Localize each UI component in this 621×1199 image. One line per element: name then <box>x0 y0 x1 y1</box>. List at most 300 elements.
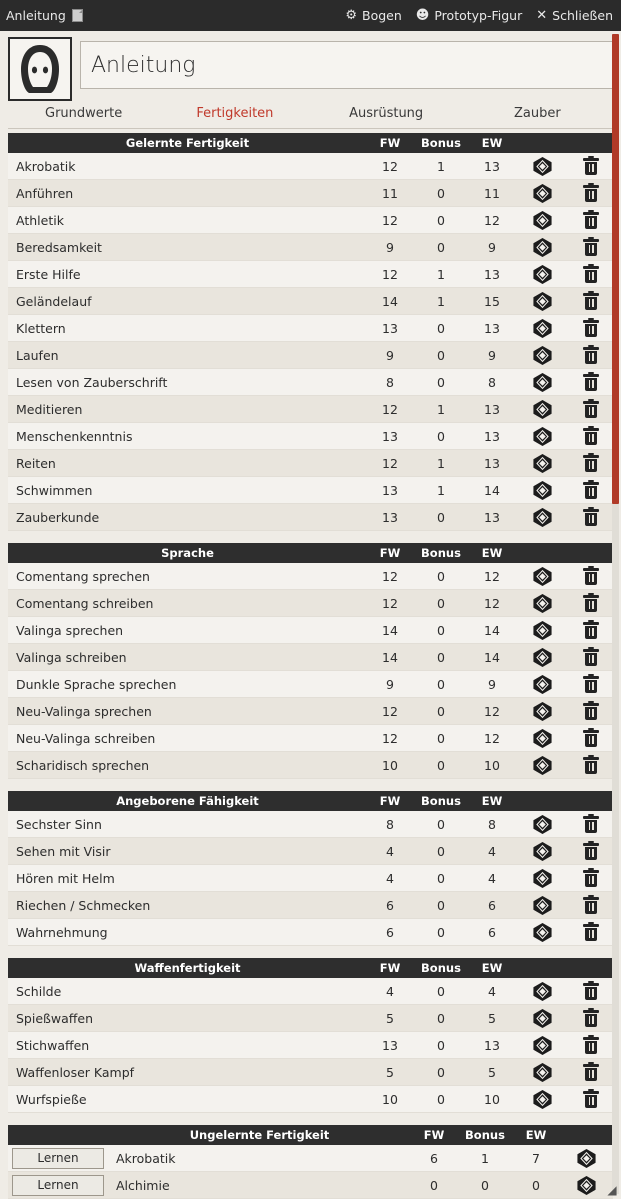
skill-fw: 12 <box>382 455 398 471</box>
delete-skill-button[interactable] <box>569 185 613 202</box>
skill-fw: 4 <box>386 870 394 886</box>
skill-name: Riechen / Schmecken <box>16 897 151 913</box>
tab-fertigkeiten[interactable]: Fertigkeiten <box>196 106 274 121</box>
table-row <box>8 752 613 779</box>
skill-bonus: 0 <box>437 239 445 255</box>
d20-dice-icon <box>532 453 553 474</box>
skill-ew: 9 <box>488 239 496 255</box>
skill-ew: 9 <box>488 347 496 363</box>
col-bonus: Bonus <box>421 136 461 150</box>
skill-name: Dunkle Sprache sprechen <box>16 676 177 692</box>
delete-skill-button[interactable] <box>569 320 613 337</box>
window-title: Anleitung <box>6 8 66 23</box>
character-header <box>8 37 613 101</box>
table-row <box>8 919 613 946</box>
delete-skill-button[interactable] <box>569 212 613 229</box>
table-row <box>8 369 613 396</box>
skill-fw: 9 <box>386 347 394 363</box>
delete-skill-button[interactable] <box>569 730 613 747</box>
trash-icon[interactable] <box>583 983 599 1000</box>
roll-dice-button[interactable] <box>515 453 569 474</box>
delete-skill-button[interactable] <box>569 266 613 283</box>
skill-table <box>8 958 613 1113</box>
skill-name: Valinga sprechen <box>16 622 124 638</box>
skill-name: Erste Hilfe <box>16 266 81 282</box>
skill-bonus: 1 <box>437 455 445 471</box>
skill-name: Laufen <box>16 347 59 363</box>
tab-grundwerte[interactable]: Grundwerte <box>45 106 123 121</box>
skill-fw: 12 <box>382 401 398 417</box>
trash-icon[interactable] <box>583 568 599 585</box>
table-row <box>8 288 613 315</box>
skill-ew: 14 <box>484 482 500 498</box>
d20-dice-icon <box>532 264 553 285</box>
skill-ew: 4 <box>488 983 496 999</box>
table-row <box>8 504 613 531</box>
trash-icon[interactable] <box>583 730 599 747</box>
table-row <box>8 477 613 504</box>
d20-dice-icon <box>532 1089 553 1110</box>
col-ew: EW <box>525 1128 547 1142</box>
roll-dice-button[interactable] <box>515 426 569 447</box>
skill-bonus: 0 <box>437 185 445 201</box>
section-header <box>8 791 613 811</box>
d20-dice-icon <box>532 480 553 501</box>
delete-skill-button[interactable] <box>569 293 613 310</box>
roll-dice-button[interactable] <box>515 291 569 312</box>
skill-ew: 14 <box>484 622 500 638</box>
skill-ew: 14 <box>484 649 500 665</box>
menu-item-bogen[interactable] <box>345 8 401 23</box>
trash-icon[interactable] <box>583 401 599 418</box>
skill-ew: 4 <box>488 870 496 886</box>
trash-icon[interactable] <box>583 1064 599 1081</box>
table-row <box>8 261 613 288</box>
trash-icon[interactable] <box>583 924 599 941</box>
roll-dice-button[interactable] <box>515 566 569 587</box>
skill-name: Alchimie <box>116 1177 170 1193</box>
roll-dice-button[interactable] <box>515 755 569 776</box>
d20-dice-icon <box>532 1062 553 1083</box>
skill-name: Wahrnehmung <box>16 924 108 940</box>
skill-bonus: 0 <box>437 1064 445 1080</box>
menu-item-bogen-label: Bogen <box>362 8 402 23</box>
col-fw: FW <box>379 794 401 808</box>
table-row <box>8 450 613 477</box>
table-row <box>8 1172 613 1199</box>
trash-icon[interactable] <box>583 509 599 526</box>
character-name-field[interactable]: Anleitung <box>80 41 613 89</box>
section-title: Waffenfertigkeit <box>134 961 241 975</box>
roll-dice-button[interactable] <box>515 156 569 177</box>
roll-dice-button[interactable] <box>515 620 569 641</box>
trash-icon[interactable] <box>583 870 599 887</box>
table-row <box>8 617 613 644</box>
skill-name: Akrobatik <box>116 1150 176 1166</box>
skill-bonus: 1 <box>437 482 445 498</box>
delete-skill-button[interactable] <box>569 843 613 860</box>
skill-name: Stichwaffen <box>16 1037 90 1053</box>
menu-item-schliessen[interactable] <box>536 8 613 23</box>
skill-tables <box>8 133 613 1199</box>
delete-skill-button[interactable] <box>569 374 613 391</box>
table-row <box>8 892 613 919</box>
trash-icon[interactable] <box>583 757 599 774</box>
roll-dice-button[interactable] <box>515 922 569 943</box>
roll-dice-button[interactable] <box>515 480 569 501</box>
delete-skill-button[interactable] <box>569 239 613 256</box>
skill-ew: 13 <box>484 320 500 336</box>
trash-icon[interactable] <box>583 1091 599 1108</box>
table-row <box>8 1005 613 1032</box>
delete-skill-button[interactable] <box>569 816 613 833</box>
skill-bonus: 0 <box>437 703 445 719</box>
roll-dice-button[interactable] <box>515 318 569 339</box>
table-row <box>8 153 613 180</box>
resize-grip[interactable]: ◢ <box>607 1183 617 1197</box>
skill-fw: 12 <box>382 595 398 611</box>
skill-fw: 10 <box>382 1091 398 1107</box>
skill-ew: 12 <box>484 568 500 584</box>
delete-skill-button[interactable] <box>569 568 613 585</box>
skill-bonus: 0 <box>437 374 445 390</box>
trash-icon[interactable] <box>583 595 599 612</box>
col-ew: EW <box>481 794 503 808</box>
skill-ew: 13 <box>484 1037 500 1053</box>
col-bonus: Bonus <box>421 546 461 560</box>
skill-ew: 13 <box>484 401 500 417</box>
vertical-scrollbar[interactable] <box>612 34 619 1194</box>
table-row <box>8 671 613 698</box>
roll-dice-button[interactable] <box>515 701 569 722</box>
skill-fw: 12 <box>382 703 398 719</box>
roll-dice-button[interactable] <box>559 1148 613 1169</box>
skill-bonus: 0 <box>481 1177 489 1193</box>
title-bar-left <box>6 8 83 23</box>
trash-icon[interactable] <box>583 455 599 472</box>
d20-dice-icon <box>532 210 553 231</box>
skill-ew: 0 <box>532 1177 540 1193</box>
d20-dice-icon <box>532 399 553 420</box>
table-row <box>8 315 613 342</box>
d20-dice-icon <box>532 156 553 177</box>
skill-bonus: 0 <box>437 843 445 859</box>
skill-name: Neu-Valinga schreiben <box>16 730 156 746</box>
roll-dice-button[interactable] <box>515 183 569 204</box>
trash-icon[interactable] <box>583 622 599 639</box>
skill-bonus: 0 <box>437 983 445 999</box>
delete-skill-button[interactable] <box>569 595 613 612</box>
skill-ew: 15 <box>484 293 500 309</box>
skill-ew: 5 <box>488 1064 496 1080</box>
skill-fw: 13 <box>382 320 398 336</box>
skill-name: Sechster Sinn <box>16 816 102 832</box>
skill-name: Hören mit Helm <box>16 870 115 886</box>
skill-ew: 8 <box>488 374 496 390</box>
skill-table <box>8 1125 613 1199</box>
d20-dice-icon <box>532 183 553 204</box>
skill-fw: 11 <box>382 185 398 201</box>
skill-fw: 13 <box>382 482 398 498</box>
learn-button[interactable]: Lernen <box>12 1148 104 1169</box>
avatar[interactable] <box>8 37 72 101</box>
section-title: Ungelernte Fertigkeit <box>189 1128 330 1142</box>
trash-icon[interactable] <box>583 320 599 337</box>
skill-ew: 13 <box>484 428 500 444</box>
skill-bonus: 0 <box>437 1091 445 1107</box>
skill-fw: 4 <box>386 843 394 859</box>
skill-bonus: 0 <box>437 1010 445 1026</box>
table-row <box>8 590 613 617</box>
skill-name: Menschenkenntnis <box>16 428 133 444</box>
skill-name: Anführen <box>16 185 74 201</box>
roll-dice-button[interactable] <box>515 264 569 285</box>
trash-icon[interactable] <box>583 239 599 256</box>
table-row <box>8 1145 613 1172</box>
roll-dice-button[interactable] <box>515 507 569 528</box>
d20-dice-icon <box>532 701 553 722</box>
trash-icon[interactable] <box>583 266 599 283</box>
skill-name: Valinga schreiben <box>16 649 127 665</box>
d20-dice-icon <box>532 841 553 862</box>
skill-bonus: 0 <box>437 320 445 336</box>
skill-name: Zauberkunde <box>16 509 100 525</box>
skill-name: Comentang schreiben <box>16 595 154 611</box>
delete-skill-button[interactable] <box>569 676 613 693</box>
table-row <box>8 865 613 892</box>
roll-dice-button[interactable] <box>515 1062 569 1083</box>
roll-dice-button[interactable] <box>515 868 569 889</box>
section-title: Angeborene Fähigkeit <box>116 794 259 808</box>
sheet-content <box>0 31 621 1199</box>
skill-bonus: 0 <box>437 676 445 692</box>
skill-ew: 13 <box>484 266 500 282</box>
delete-skill-button[interactable] <box>569 455 613 472</box>
roll-dice-button[interactable] <box>515 728 569 749</box>
trash-icon[interactable] <box>583 158 599 175</box>
d20-dice-icon <box>532 674 553 695</box>
table-row <box>8 725 613 752</box>
skill-name: Schwimmen <box>16 482 93 498</box>
skill-name: Lesen von Zauberschrift <box>16 374 168 390</box>
skill-fw: 12 <box>382 730 398 746</box>
table-row <box>8 978 613 1005</box>
skill-ew: 9 <box>488 676 496 692</box>
skill-fw: 14 <box>382 622 398 638</box>
skill-fw: 13 <box>382 428 398 444</box>
roll-dice-button[interactable] <box>515 1008 569 1029</box>
roll-dice-button[interactable] <box>515 1089 569 1110</box>
skill-ew: 13 <box>484 509 500 525</box>
title-bar <box>0 0 621 31</box>
skill-bonus: 1 <box>481 1150 489 1166</box>
tab-bar <box>8 103 613 129</box>
delete-skill-button[interactable] <box>569 703 613 720</box>
skill-ew: 6 <box>488 897 496 913</box>
trash-icon[interactable] <box>583 649 599 666</box>
roll-dice-button[interactable] <box>515 841 569 862</box>
trash-icon[interactable] <box>583 482 599 499</box>
col-ew: EW <box>481 961 503 975</box>
trash-icon[interactable] <box>583 212 599 229</box>
table-row <box>8 342 613 369</box>
skill-bonus: 0 <box>437 649 445 665</box>
d20-dice-icon <box>532 426 553 447</box>
roll-dice-button[interactable] <box>515 674 569 695</box>
delete-skill-button[interactable] <box>569 482 613 499</box>
trash-icon[interactable] <box>583 676 599 693</box>
trash-icon[interactable] <box>583 1010 599 1027</box>
skill-name: Schilde <box>16 983 62 999</box>
skill-ew: 4 <box>488 843 496 859</box>
delete-skill-button[interactable] <box>569 509 613 526</box>
title-bar-menu <box>345 8 613 23</box>
table-row <box>8 563 613 590</box>
roll-dice-button[interactable] <box>515 895 569 916</box>
delete-skill-button[interactable] <box>569 1037 613 1054</box>
d20-dice-icon <box>532 291 553 312</box>
delete-skill-button[interactable] <box>569 924 613 941</box>
d20-dice-icon <box>576 1148 597 1169</box>
skill-name: Comentang sprechen <box>16 568 150 584</box>
trash-icon[interactable] <box>583 428 599 445</box>
delete-skill-button[interactable] <box>569 1010 613 1027</box>
skill-ew: 12 <box>484 703 500 719</box>
d20-dice-icon <box>532 318 553 339</box>
scrollbar-thumb[interactable] <box>612 34 619 504</box>
skill-ew: 8 <box>488 816 496 832</box>
d20-dice-icon <box>532 922 553 943</box>
d20-dice-icon <box>532 755 553 776</box>
skill-ew: 13 <box>484 455 500 471</box>
skill-ew: 10 <box>484 757 500 773</box>
delete-skill-button[interactable] <box>569 1091 613 1108</box>
trash-icon[interactable] <box>583 374 599 391</box>
delete-skill-button[interactable] <box>569 622 613 639</box>
document-icon[interactable] <box>72 9 83 22</box>
roll-dice-button[interactable] <box>515 210 569 231</box>
menu-item-prototyp-figur[interactable] <box>416 8 522 23</box>
skill-bonus: 1 <box>437 293 445 309</box>
table-row <box>8 396 613 423</box>
roll-dice-button[interactable] <box>515 237 569 258</box>
skill-bonus: 0 <box>437 757 445 773</box>
roll-dice-button[interactable] <box>515 981 569 1002</box>
skill-name: Spießwaffen <box>16 1010 94 1026</box>
table-row <box>8 698 613 725</box>
delete-skill-button[interactable] <box>569 649 613 666</box>
skill-bonus: 0 <box>437 428 445 444</box>
roll-dice-button[interactable] <box>515 345 569 366</box>
skill-bonus: 0 <box>437 212 445 228</box>
delete-skill-button[interactable] <box>569 428 613 445</box>
learn-cell <box>8 1148 108 1169</box>
table-row <box>8 811 613 838</box>
skill-name: Meditieren <box>16 401 83 417</box>
skill-name: Geländelauf <box>16 293 92 309</box>
roll-dice-button[interactable] <box>515 372 569 393</box>
skill-fw: 14 <box>382 649 398 665</box>
section-header <box>8 1125 613 1145</box>
table-row <box>8 644 613 671</box>
table-row <box>8 1032 613 1059</box>
skill-ew: 11 <box>484 185 500 201</box>
col-fw: FW <box>379 961 401 975</box>
trash-icon[interactable] <box>583 703 599 720</box>
skill-fw: 10 <box>382 757 398 773</box>
d20-dice-icon <box>532 728 553 749</box>
tab-ausruestung[interactable]: Ausrüstung <box>349 106 424 121</box>
skill-name: Beredsamkeit <box>16 239 102 255</box>
skill-bonus: 0 <box>437 730 445 746</box>
delete-skill-button[interactable] <box>569 401 613 418</box>
trash-icon[interactable] <box>583 843 599 860</box>
d20-dice-icon <box>532 593 553 614</box>
trash-icon[interactable] <box>583 816 599 833</box>
skill-bonus: 0 <box>437 509 445 525</box>
section-title: Gelernte Fertigkeit <box>125 136 250 150</box>
d20-dice-icon <box>532 647 553 668</box>
trash-icon[interactable] <box>583 293 599 310</box>
d20-dice-icon <box>532 1035 553 1056</box>
section-header <box>8 543 613 563</box>
trash-icon[interactable] <box>583 347 599 364</box>
col-bonus: Bonus <box>465 1128 505 1142</box>
skill-fw: 5 <box>386 1010 394 1026</box>
section-header <box>8 958 613 978</box>
delete-skill-button[interactable] <box>569 870 613 887</box>
col-fw: FW <box>379 546 401 560</box>
roll-dice-button[interactable] <box>515 399 569 420</box>
skill-fw: 6 <box>430 1150 438 1166</box>
delete-skill-button[interactable] <box>569 1064 613 1081</box>
d20-dice-icon <box>576 1175 597 1196</box>
roll-dice-button[interactable] <box>515 1035 569 1056</box>
skill-ew: 7 <box>532 1150 540 1166</box>
delete-skill-button[interactable] <box>569 897 613 914</box>
delete-skill-button[interactable] <box>569 347 613 364</box>
roll-dice-button[interactable] <box>515 814 569 835</box>
roll-dice-button[interactable] <box>515 593 569 614</box>
delete-skill-button[interactable] <box>569 158 613 175</box>
skill-bonus: 0 <box>437 568 445 584</box>
hooded-figure-icon <box>17 43 63 95</box>
skill-name: Klettern <box>16 320 66 336</box>
skill-bonus: 0 <box>437 595 445 611</box>
delete-skill-button[interactable] <box>569 983 613 1000</box>
close-icon: ✕ <box>536 8 548 23</box>
skill-fw: 13 <box>382 509 398 525</box>
skill-fw: 12 <box>382 568 398 584</box>
trash-icon[interactable] <box>583 185 599 202</box>
delete-skill-button[interactable] <box>569 757 613 774</box>
skill-fw: 9 <box>386 239 394 255</box>
learn-button[interactable]: Lernen <box>12 1175 104 1196</box>
skill-fw: 5 <box>386 1064 394 1080</box>
skill-bonus: 1 <box>437 266 445 282</box>
trash-icon[interactable] <box>583 897 599 914</box>
col-fw: FW <box>423 1128 445 1142</box>
roll-dice-button[interactable] <box>515 647 569 668</box>
tab-zauber[interactable]: Zauber <box>514 106 561 121</box>
skill-bonus: 0 <box>437 622 445 638</box>
skill-ew: 6 <box>488 924 496 940</box>
d20-dice-icon <box>532 372 553 393</box>
skill-bonus: 0 <box>437 816 445 832</box>
gear-icon: ⚙ <box>345 8 358 23</box>
trash-icon[interactable] <box>583 1037 599 1054</box>
skill-fw: 12 <box>382 266 398 282</box>
